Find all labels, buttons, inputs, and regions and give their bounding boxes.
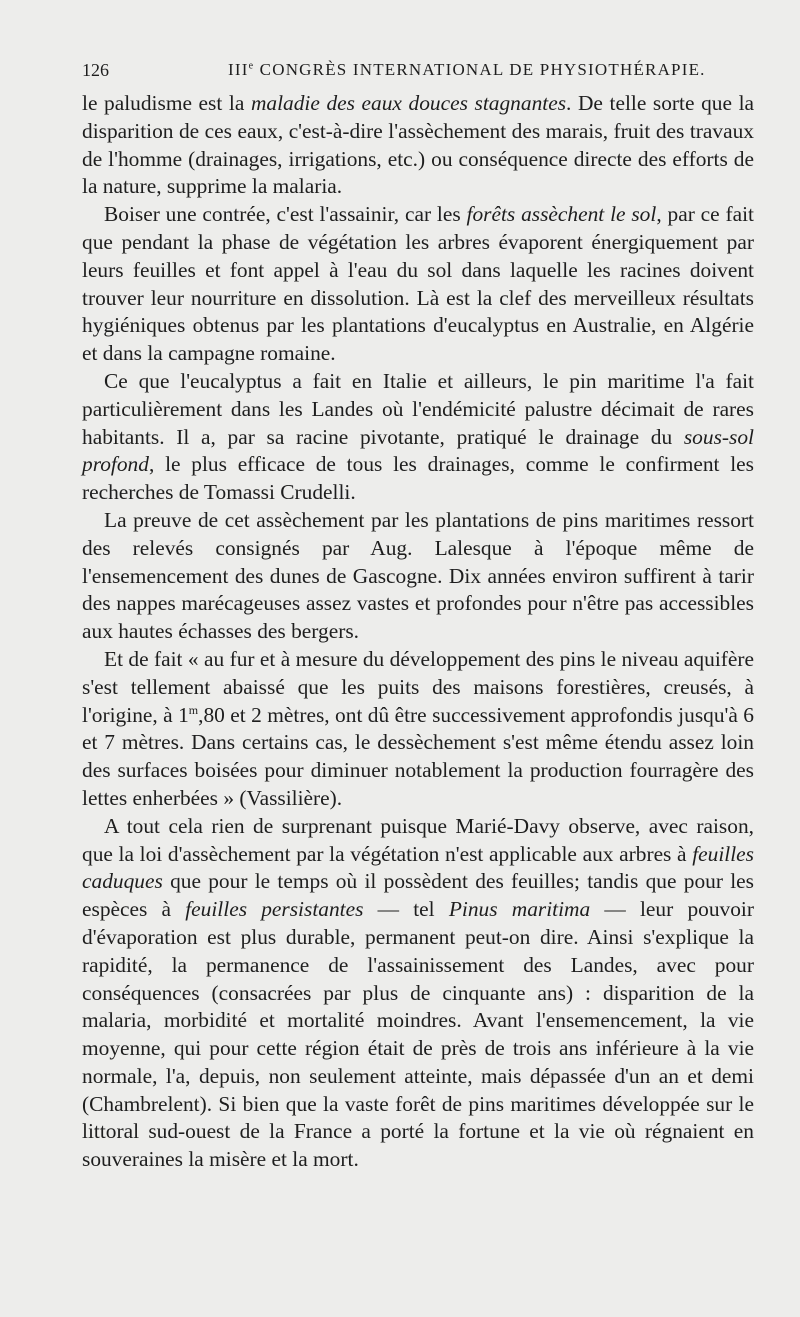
running-head xyxy=(228,60,706,80)
p5-text-b: ,80 et 2 mètres, ont dû être successivement approfondis jusqu'à 6 et 7 mètres. Dans certains cas, le dessèchement s'est même étendu assez loin des surfaces boisées pour diminuer notablement la production fourragère des lettes enherbées » (Vassilière). xyxy=(82,702,755,810)
running-head-title: CONGRÈS INTERNATIONAL DE PHYSIOTHÉRAPIE. xyxy=(254,60,706,79)
p2-text-a: Boiser une contrée, c'est l'assainir, car les xyxy=(104,202,467,227)
p5-text-a: Et de fait « au fur et à mesure du développement des pins le niveau aquifère s'est tellement abaissé que les puits des maisons forestières, creusés, à l'origine, à 1 xyxy=(82,646,754,727)
p4-text: La preuve de cet assèchement par les plantations de pins maritimes ressort des relevés consignés par Aug. Lalesque à l'époque même de l'ensemencement des dunes de Gascogne. Dix années environ suffirent à tarir des nappes marécageuses assez vastes et profondes pour n'être pas accessibles aux hautes échasses des bergers. xyxy=(82,507,754,644)
p2-italic: forêts assèchent le sol xyxy=(466,202,657,227)
running-head-roman: III xyxy=(228,60,249,79)
running-head-superscript: e xyxy=(248,60,255,72)
p1-text-a: le paludisme est la xyxy=(82,91,251,115)
p6-text-a: A tout cela rien de surprenant puisque Marié-Davy observe, avec raison, que la loi d'assèchement par la végétation n'est applicable aux arbres à xyxy=(82,813,754,866)
paragraph-2 xyxy=(82,201,754,368)
p3-text-c: , le plus efficace de tous les drainages, comme le confirment les recherches de Tomassi Crudelli. xyxy=(82,452,754,505)
p6-text-e: — tel xyxy=(363,897,449,922)
p1-text-c: . De telle sorte que la disparition de ces eaux, c'est-à-dire l'assèchement des marais, fruit des travaux de l'homme (drainages, irrigations, etc.) ou conséquence directe des efforts de la nature, supprime la malaria. xyxy=(82,91,755,199)
page-header xyxy=(82,60,770,90)
p5-superscript: m xyxy=(188,702,199,717)
p1-italic: maladie des eaux douces stagnantes xyxy=(250,91,567,115)
p6-italic-1: feuilles caduques xyxy=(82,841,754,894)
p6-italic-3: Pinus maritima xyxy=(448,897,591,922)
p2-text-c: , par ce fait que pendant la phase de végétation les arbres évaporent énergiquement par leurs feuilles et font appel à l'eau du sol dans laquelle les racines doivent trouver leur nourriture en dissolution. Là est la clef des merveilleux résultats hygiéniques obtenus par les plantations d'eucalyptus en Australie, en Algérie et dans la campagne romaine. xyxy=(82,202,754,366)
p3-italic: sous-sol profond xyxy=(82,424,754,477)
page-number: 126 xyxy=(82,60,109,80)
paragraph-1 xyxy=(82,90,754,201)
p3-text-a: Ce que l'eucalyptus a fait en Italie et ailleurs, le pin maritime l'a fait particulièrement dans les Landes où l'endémicité palustre décimait de rares habitants. Il a, par sa racine pivotante, pratiqué le drainage du xyxy=(82,368,754,449)
body-text xyxy=(82,90,754,1174)
paragraph-4 xyxy=(82,507,754,646)
paragraph-5 xyxy=(82,646,754,813)
p6-text-g: — leur pouvoir d'évaporation est plus durable, permanent peut-on dire. Ainsi s'explique la rapidité, la permanence de l'assainissement des Landes, avec pour conséquences (consacrées par plus de cinquante ans) : disparition de la malaria, morbidité et mortalité moindres. Avant l'ensemencement, la vie moyenne, qui pour cette région était de près de trois ans inférieure à la vie normale, l'a, depuis, non seulement atteinte, mais dépassée d'un an et demi (Chambrelent). Si bien que la vaste forêt de pins maritimes développée sur le littoral sud-ouest de la France a porté la fortune et la vie où régnaient en souveraines la misère et la mort. xyxy=(82,897,754,1172)
p6-text-c: que pour le temps où il possèdent des feuilles; tandis que pour les espèces à xyxy=(82,869,754,922)
p6-italic-2: feuilles persistantes xyxy=(185,897,364,922)
paragraph-3 xyxy=(82,368,754,507)
paragraph-6 xyxy=(82,813,754,1174)
